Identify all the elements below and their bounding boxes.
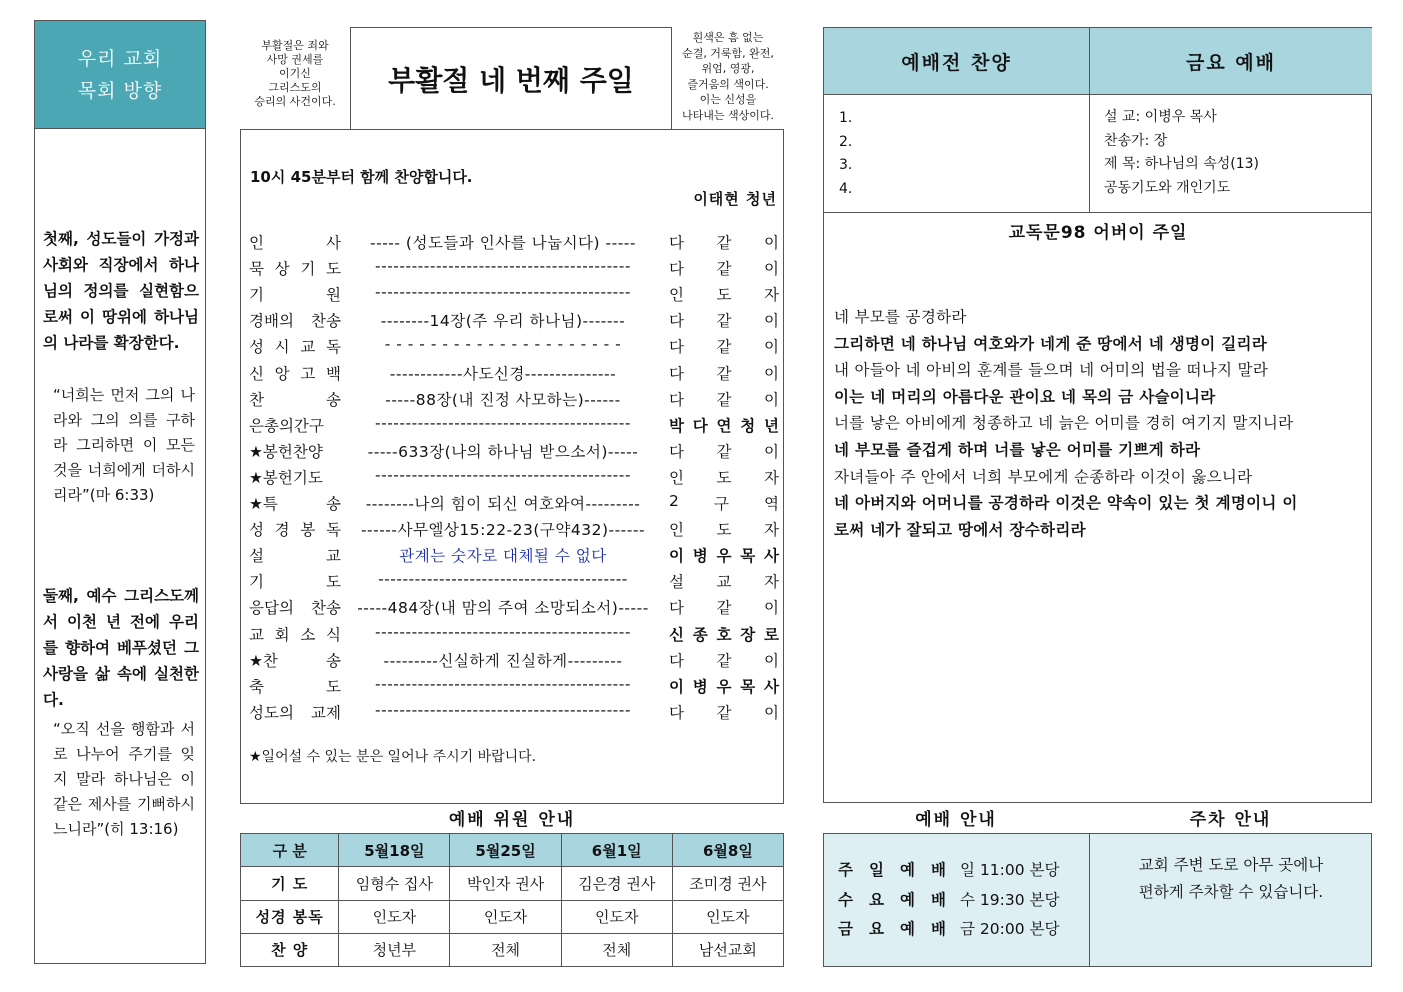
list-item: 4. [839,180,853,197]
order-item-name-part: 교제 [311,703,341,722]
order-item-leader-part: 사 [764,677,779,696]
table-row [241,867,784,900]
role-cell: 찬 양 [241,933,339,966]
friday-worship-info [1090,95,1372,213]
color-note-line: 즐거움의 색이다. [687,77,769,91]
officers-header-cell: 6월1일 [561,834,672,867]
order-item-name-part: 기 [249,573,264,592]
order-item-leader-part: 이 [764,651,779,670]
order-item-content: -----484장(내 맘의 주여 소망되소서)----- [357,599,649,618]
order-item-leader-part: 이 [764,234,779,252]
order-item-name-part: 상 [274,260,290,279]
order-item-leader-part: 같 [716,338,732,357]
order-item-leader-part: 설 [669,573,684,592]
officer-cell: 인도자 [339,900,450,933]
service-time: 금 20:00 본당 [960,920,1060,938]
order-item-leader-part: 인 [669,521,684,540]
service-name-part: 요 [869,920,884,938]
service-name-part: 배 [931,861,946,879]
service-time: 수 19:30 본당 [960,890,1060,909]
service-name-part: 일 [869,861,884,879]
order-item-content: --------14장(주 우리 하나님)------- [380,312,626,331]
order-row [249,675,779,701]
order-item-leader-part: 같 [716,442,732,461]
service-name-part: 주 [838,861,853,879]
order-item-leader-part: 자 [764,521,779,540]
order-item-leader-part: 도 [716,468,732,487]
order-item-leader-part: 역 [764,495,779,513]
order-row [249,388,779,414]
order-item-leader-part: 같 [716,234,732,252]
order-item-leader [669,283,779,305]
order-item-leader-part: 다 [669,390,684,409]
order-item-leader-part: 같 [716,703,732,722]
pre-worship-praise-header: 예배전 찬양 [824,28,1090,95]
order-item-content: ------------------------------------------ [375,674,631,693]
order-row [249,309,779,335]
order-row [249,623,779,649]
order-item-leader [669,231,779,253]
order-item-name-part: 찬송 [311,312,341,331]
order-item-leader-part: 호 [716,625,732,644]
order-row [249,596,779,622]
color-note-line: 순결, 거룩함, 완전, [682,46,774,60]
bottom-info-box [823,833,1372,967]
list-item: 3. [839,157,853,173]
mission-second: 둘째, 예수 그리스도께서 이천 년 전에 우리를 향하여 베푸셨던 그 사랑을 삶 속에 실천한다. [43,587,199,709]
order-item-leader-part: 다 [669,260,684,279]
order-item-leader-part: 이 [764,703,779,722]
order-item-name [249,440,341,462]
praise-leader: 이태현 청년 [693,190,777,208]
service-time: 일 11:00 본당 [960,861,1060,879]
order-item-content: --------나의 힘이 되신 여호와여--------- [365,495,641,513]
order-of-worship [240,129,784,804]
order-item-leader-part: 다 [669,651,684,670]
order-item-leader [669,675,779,697]
order-item-content: ------------------------------------------ [375,283,631,302]
order-item-leader [669,362,779,384]
order-item-leader [669,518,779,540]
order-item-name-part: 경 [274,521,290,540]
order-row [249,570,779,596]
order-item-leader-part: 사 [764,547,779,566]
order-item-name [249,570,341,592]
reading-line: 네 아버지와 어머니를 공경하라 이것은 약속이 있는 첫 계명이니 이 [834,494,1298,513]
order-item-name-part: 독 [326,338,341,357]
parking-line: 편하게 주차할 수 있습니다. [1138,883,1324,901]
officer-cell: 김은경 권사 [561,867,672,900]
order-item-content: ------------------------------------------ [375,257,631,276]
officers-header-cell: 5월25일 [450,834,561,867]
order-item-leader-part: 목 [740,677,756,696]
order-row [249,231,779,257]
officer-cell: 조미경 권사 [672,867,783,900]
officer-cell: 인도자 [672,900,783,933]
order-item-leader [669,466,779,488]
order-item-name [249,675,341,697]
order-item-name [249,231,341,253]
color-note-line: 위엄, 영광, [701,62,755,75]
order-item-leader-part: 로 [764,625,779,644]
page-title: 부활절 네 번째 주일 [350,27,672,130]
order-item-name [249,362,341,384]
order-item-name-part: 교 [249,625,264,644]
order-item-name-part: 묵 [249,260,264,279]
order-item-leader-part: 우 [716,677,732,696]
order-item-name [249,283,341,305]
order-item-content: ------------사도신경--------------- [389,364,617,383]
easter-note [240,27,350,129]
order-item-leader-part: 이 [764,390,779,409]
order-row [249,518,779,544]
order-item-leader-part: 자 [764,573,779,592]
friday-info-line: 제 목: 하나님의 속성(13) [1104,156,1259,172]
order-item-name-part: ★봉헌찬양 [249,442,323,461]
order-item-leader-part: 다 [669,312,684,331]
service-name [838,856,946,886]
order-item-content: ------사무엘상15:22-23(구약432)------ [360,521,646,540]
order-item-name-part: 백 [326,364,341,383]
order-row [249,701,779,727]
order-item-leader-part: 다 [669,703,684,722]
officers-header-cell: 6월8일 [672,834,783,867]
service-name-part: 배 [931,890,946,909]
order-item-name [249,596,341,618]
service-name [838,915,946,945]
officer-cell: 전체 [450,933,561,966]
order-item-name-part: 송 [326,651,341,670]
order-item-leader-part: 박 [669,416,684,435]
service-times [824,834,1090,966]
reading-line: 자녀들아 주 안에서 너희 부모에게 순종하라 이것이 옳으니라 [834,467,1253,486]
order-item-content: - - - - - - - - - - - - - - - - - - - - - [384,335,622,354]
order-item-name-part: 회 [274,625,290,644]
order-item-name [249,544,341,566]
order-item-name-part: 교 [326,547,341,566]
order-item-name-part: 사 [326,234,341,252]
praise-list [824,95,1090,213]
order-item-name-part: 원 [326,286,341,305]
service-name-part: 수 [838,890,853,909]
order-item-leader [669,623,779,645]
officer-cell: 전체 [561,933,672,966]
officer-cell: 청년부 [339,933,450,966]
parking-info [1090,834,1372,966]
reading-line: 너를 낳은 아비에게 청종하고 네 늙은 어미를 경히 여기지 말지니라 [834,414,1294,433]
order-item-name [249,623,341,645]
reading-line: 로써 네가 잘되고 땅에서 장수하리라 [834,520,1086,539]
order-item-leader-part: 같 [716,312,732,331]
order-item-leader [669,414,779,436]
easter-note-line: 부활절은 죄와 [261,39,329,52]
service-times-title: 예배 안내 [915,810,997,830]
order-item-name-part: 성 [249,338,264,357]
reading-line: 네 부모를 즐겁게 하며 너를 낳은 어미를 기쁘게 하라 [834,441,1201,459]
verse-second: “오직 선을 행함과 서로 나누어 주기를 잊지 말라 하나님은 이 같은 제사를 기뻐하시느니라”(히 13:16) [53,720,195,838]
order-item-leader-part: 연 [716,416,732,435]
order-item-name-part: 설 [249,547,264,566]
role-cell: 성경 봉독 [241,900,339,933]
officers-header-row [241,834,784,867]
role-cell: 기 도 [241,867,339,900]
color-note-line: 이는 신성을 [699,93,757,106]
order-item-leader-part: 같 [716,364,732,383]
order-row [249,544,779,570]
order-item-name-part: 식 [326,625,341,644]
order-item-leader-part: 같 [716,599,732,618]
order-item-leader [669,570,779,592]
order-item-content: -----633장(나의 하나님 받으소서)----- [367,442,639,461]
order-row [249,466,779,492]
order-item-leader-part: 자 [764,468,779,487]
order-item-leader [669,649,779,671]
order-item-leader-part: 청 [740,416,756,435]
order-item-name-part: 고 [300,364,316,383]
officers-title: 예배 위원 안내 [448,810,576,830]
service-row [838,856,1089,886]
order-item-leader-part: 도 [716,286,732,305]
mission-first: 첫째, 성도들이 가정과 사회와 직장에서 하나님의 정의를 실현함으로써 이 땅위에 하나님의 나라를 확장한다. [43,230,199,352]
order-item-name-part: ★봉헌기도 [249,468,323,487]
order-item-leader-part: 병 [692,677,708,696]
order-item-content: ----------------------------------------- [378,570,628,589]
order-item-name-part: 송 [326,495,341,513]
order-item-leader-part: 같 [716,260,732,279]
order-item-leader-part: 이 [764,338,779,357]
service-row [838,886,1089,916]
order-item-name-part: 성도의 [249,703,294,722]
order-item-leader-part: 년 [764,416,779,435]
parking-title: 주차 안내 [1189,810,1272,830]
order-item-content: ------------------------------------------ [375,465,631,484]
order-item-leader-part: 이 [764,312,779,331]
order-item-leader-part: 인 [669,468,684,487]
order-item-name [249,701,341,723]
order-row [249,257,779,283]
order-item-content: -----88장(내 진정 사모하는)------ [385,390,621,409]
verse-first: “너희는 먼저 그의 나라와 그의 의를 구하라 그리하면 이 모든 것을 너희에게 더하시리라”(마 6:33) [53,386,195,504]
order-item-name-part: 찬 [249,390,264,409]
order-item-name [249,649,341,671]
table-row [241,900,784,933]
order-row [249,414,779,440]
order-item-name-part: 은총의간구 [249,416,324,435]
officers-table [240,833,784,967]
order-item-name [249,335,341,357]
service-name-part: 요 [869,890,884,909]
service-name-part: 예 [900,861,915,879]
order-item-name-part: 송 [326,390,341,409]
order-item-leader-part: 이 [764,442,779,461]
order-item-leader-part: 종 [692,625,708,644]
order-item-leader-part: 같 [716,390,732,409]
order-item-leader [669,440,779,462]
order-item-content: ------------------------------------------ [375,413,631,432]
service-name [838,886,946,916]
order-item-leader-part: 다 [692,416,708,435]
service-row [838,915,1089,945]
order-item-name-part: ★특 [249,495,278,513]
order-item-leader-part: 이 [669,547,684,566]
right-info-panel [823,27,1372,803]
order-item-leader [669,492,779,514]
table-row [241,933,784,966]
friday-worship-header: 금요 예배 [1090,28,1372,95]
easter-note-line: 그리스도의 [268,81,322,94]
reading-line: 그리하면 네 하나님 여호와가 네게 준 땅에서 네 생명이 길리라 [834,334,1268,353]
responsive-reading-title: 교독문98 어버이 주일 [1008,223,1188,243]
order-item-name-part: 도 [326,573,341,592]
order-item-leader-part: 도 [716,521,732,540]
list-item: 2. [839,133,853,150]
friday-info-line: 설 교: 이병우 목사 [1104,109,1217,125]
order-item-leader-part: 장 [740,625,756,644]
order-item-name-part: 신 [249,364,264,383]
order-item-leader-part: 우 [716,547,732,566]
order-item-name-part: 소 [300,625,316,644]
order-item-name [249,309,341,331]
order-item-leader-part: 다 [669,442,684,461]
order-item-content: 관계는 숫자로 대체될 수 없다 [399,547,607,566]
church-direction-panel [34,20,206,964]
officer-cell: 박인자 권사 [450,867,561,900]
order-item-name-part: 앙 [274,364,290,383]
officer-cell: 남선교회 [672,933,783,966]
officer-cell: 임형수 집사 [339,867,450,900]
order-item-name [249,257,341,279]
friday-info-line: 찬송가: 장 [1104,132,1168,149]
order-item-name-part: 독 [326,521,341,540]
order-item-content: ----- (성도들과 인사를 나눕시다) ----- [370,234,636,252]
order-item-name [249,492,341,514]
order-item-content: ------------------------------------------ [375,700,631,719]
reading-line: 이는 네 머리의 아름다운 관이요 네 목의 금 사슬이니라 [834,387,1216,406]
order-item-leader-part: 같 [716,651,732,670]
order-item-leader-part: 다 [669,364,684,383]
order-item-name [249,466,341,488]
order-item-leader [669,309,779,331]
order-item-leader-part: 교 [716,573,732,592]
order-item-leader-part: 이 [669,677,684,696]
header-line-2: 목회 방향 [77,79,163,102]
service-name-part: 예 [900,920,915,938]
order-item-name [249,518,341,540]
order-item-name-part: 기 [249,286,264,305]
order-item-name-part: 봉 [300,521,316,540]
officer-cell: 인도자 [450,900,561,933]
order-item-leader-part: 병 [692,547,708,566]
order-item-leader-part: 다 [669,234,684,252]
order-item-leader [669,257,779,279]
order-item-name-part: 도 [326,677,341,696]
order-item-leader-part: 목 [740,547,756,566]
order-row [249,649,779,675]
service-name-part: 금 [838,920,853,938]
color-note-line: 흰색은 흠 없는 [692,31,764,44]
parking-line: 교회 주변 도로 아무 곳에나 [1138,856,1324,874]
order-item-leader [669,701,779,723]
order-item-content: ------------------------------------------ [375,622,631,641]
order-item-leader-part: 이 [764,599,779,618]
header-line-1: 우리 교회 [77,47,163,70]
order-item-name-part: 축 [249,677,264,696]
color-note-line: 나타내는 색상이다. [681,108,774,122]
order-item-name [249,414,341,436]
easter-note-line: 사망 권세를 [266,53,324,66]
church-direction-header [35,21,205,129]
officer-cell: 인도자 [561,900,672,933]
order-item-leader-part: 인 [669,286,684,305]
order-item-name-part: 찬송 [311,599,341,618]
order-item-name-part: 성 [249,521,264,540]
order-item-leader-part: 이 [764,364,779,383]
order-item-name [249,388,341,410]
white-color-note [672,27,784,129]
order-item-name-part: 기 [300,260,316,279]
order-row [249,335,779,361]
reading-line: 내 아들아 네 아비의 훈계를 들으며 네 어미의 법을 떠나지 말라 [834,361,1269,380]
order-item-leader [669,596,779,618]
stand-note: ★일어설 수 있는 분은 일어나 주시기 바랍니다. [249,749,537,765]
order-item-content: ---------신실하게 진실하게--------- [383,651,623,670]
order-item-name-part: 교 [300,338,316,357]
friday-info-line: 공동기도와 개인기도 [1104,179,1231,196]
reading-line: 네 부모를 공경하라 [834,308,967,326]
order-item-leader-part: 신 [669,625,684,644]
order-item-leader-part: 자 [764,286,779,305]
list-item: 1. [839,110,853,126]
order-row [249,362,779,388]
order-item-leader [669,388,779,410]
order-row [249,492,779,518]
service-name-part: 예 [900,890,915,909]
order-item-name-part: 응답의 [249,599,294,618]
order-item-name-part: 경배의 [249,312,294,331]
order-item-leader [669,544,779,566]
order-item-name-part: 인 [249,234,264,252]
easter-note-line: 이기신 [279,67,311,80]
order-item-leader-part: 구 [713,495,729,513]
order-row [249,440,779,466]
order-item-leader [669,335,779,357]
order-item-name-part: 도 [326,260,341,279]
order-item-leader-part: 2 [669,492,679,510]
order-item-name-part: 시 [274,338,290,357]
officers-header-cell: 5월18일 [339,834,450,867]
easter-note-line: 승리의 사건이다. [254,95,336,108]
order-item-leader-part: 다 [669,599,684,618]
officers-header-cell: 구 분 [241,834,339,867]
praise-start-note: 10시 45분부터 함께 찬양합니다. [250,168,473,186]
order-row [249,283,779,309]
order-item-name-part: ★찬 [249,651,278,670]
order-item-leader-part: 다 [669,338,684,357]
order-item-leader-part: 이 [764,260,779,279]
service-name-part: 배 [931,920,946,938]
